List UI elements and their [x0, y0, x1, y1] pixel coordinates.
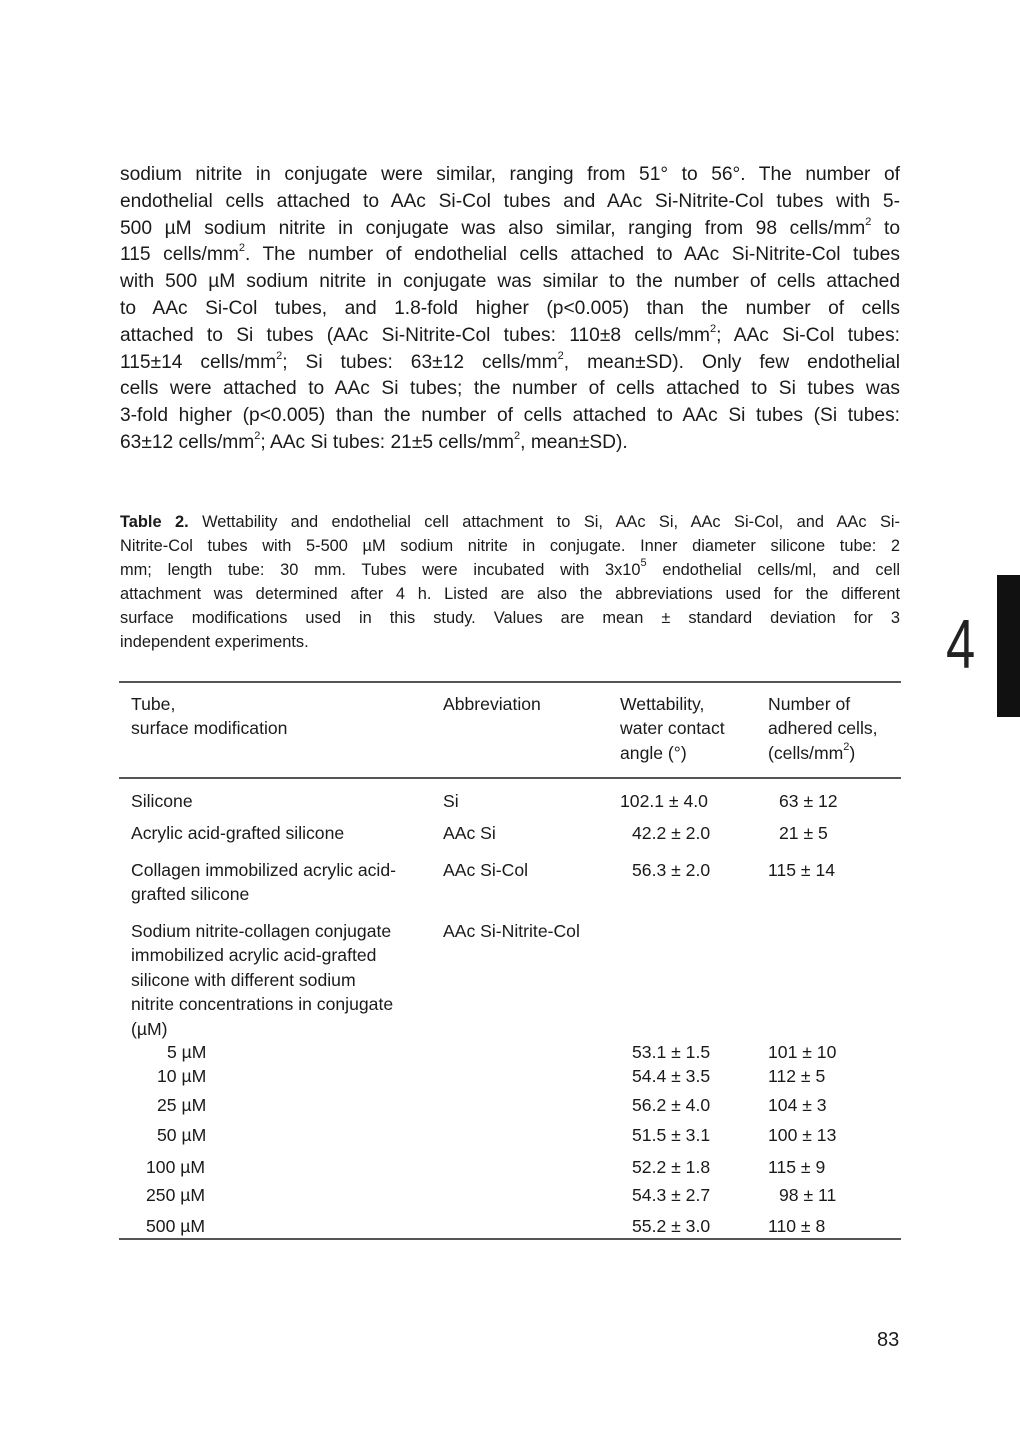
cell-tube	[131, 789, 193, 813]
text-run: surface modifications used in this study. Values are mean ± standard deviation for 3	[120, 609, 900, 628]
text-run: 500 µM sodium nitrite in conjugate was also similar, ranging from 98 cells/mm	[120, 217, 866, 239]
cell-tube-line: 100 µM	[146, 1157, 206, 1177]
cell-tube	[146, 1155, 205, 1179]
cell-tube	[167, 1040, 206, 1064]
cell-tube-line: 500 µM	[146, 1216, 206, 1236]
cell-tube-line: 5 µM	[167, 1042, 207, 1062]
text-run: 63±12 cells/mm	[120, 431, 255, 453]
cell-wettability-line: 54.4 ± 3.5	[632, 1066, 711, 1086]
cell-tube-line: silicone with different sodium	[131, 969, 356, 990]
cell-tube-line: 50 µM	[157, 1125, 207, 1145]
cell-abbreviation	[443, 821, 496, 845]
cell-tube-line: nitrite concentrations in conjugate	[131, 994, 394, 1015]
cell-wettability-line: 56.3 ± 2.0	[632, 860, 711, 880]
text-line	[120, 534, 900, 558]
cell-wettability-line: 56.2 ± 4.0	[632, 1095, 711, 1115]
superscript: 2	[843, 740, 850, 753]
cell-tube	[157, 1123, 206, 1147]
header-wettability-line: water contact	[620, 718, 725, 739]
text-line	[120, 582, 900, 606]
superscript: 2	[710, 322, 717, 335]
text-run: endothelial cells/ml, and cell	[646, 561, 900, 580]
cell-wettability-line: 52.2 ± 1.8	[632, 1157, 711, 1177]
cell-wettability-line: 102.1 ± 4.0	[620, 791, 708, 811]
header-cells-line: adhered cells,	[768, 718, 878, 739]
page-number: 83	[877, 1329, 900, 1351]
cell-abbreviation-line: Si	[443, 791, 459, 811]
text-run: , mean±SD).	[520, 431, 628, 453]
cell-wettability	[632, 1064, 710, 1088]
chapter-number: 4	[946, 605, 976, 683]
cell-adhered-cells-line: 100 ± 13	[768, 1125, 837, 1145]
superscript: 2	[276, 349, 283, 362]
text-line	[120, 323, 900, 350]
superscript: 2	[238, 242, 245, 255]
cell-adhered-cells-line: 115 ± 9	[768, 1157, 826, 1177]
cell-adhered-cells-line: 110 ± 8	[768, 1216, 826, 1236]
text-line	[120, 216, 900, 243]
cell-tube-line: Collagen immobilized acrylic acid-	[131, 860, 396, 880]
text-run: . The number of endothelial cells attached to AAc Si-Nitrite-Col tubes	[244, 244, 900, 266]
cell-tube-line: Sodium nitrite-collagen conjugate	[131, 921, 392, 941]
cell-wettability-line: 42.2 ± 2.0	[632, 823, 711, 843]
cell-wettability	[632, 858, 710, 882]
cell-adhered-cells	[768, 1093, 827, 1117]
superscript: 2	[557, 349, 564, 362]
text-run: endothelial cells attached to AAc Si-Col tubes and AAc Si-Nitrite-Col tubes with 5-	[120, 190, 900, 212]
cell-adhered-cells-line: 101 ± 10	[768, 1042, 837, 1062]
text-run: 115±14 cells/mm	[120, 351, 277, 373]
superscript: 5	[640, 557, 647, 570]
table-top-rule	[119, 681, 901, 683]
cell-adhered-cells	[768, 1155, 825, 1179]
chapter-tab-marker	[997, 575, 1020, 717]
cell-wettability	[632, 1093, 710, 1117]
cell-tube-line: (µM)	[131, 1018, 168, 1039]
text-run: independent experiments.	[120, 633, 309, 652]
text-run: Nitrite-Col tubes with 5-500 µM sodium nitrite in conjugate. Inner diameter silicone tube: 2	[120, 537, 900, 556]
superscript: 2	[254, 429, 261, 442]
cell-wettability-line: 51.5 ± 3.1	[632, 1125, 711, 1145]
cell-wettability	[620, 789, 708, 813]
text-line	[120, 430, 900, 457]
text-run: Wettability and endothelial cell attachment to Si, AAc Si, AAc Si-Col, and AAc Si-	[188, 513, 900, 531]
cell-abbreviation-line: AAc Si	[443, 823, 496, 843]
cell-adhered-cells	[779, 821, 828, 845]
cell-adhered-cells	[768, 1064, 825, 1088]
header-tube	[131, 692, 287, 741]
cell-abbreviation-line: AAc Si-Nitrite-Col	[443, 921, 580, 941]
text-line	[120, 510, 900, 534]
cell-wettability	[632, 1214, 710, 1238]
cell-wettability	[632, 821, 710, 845]
cell-adhered-cells-line: 21 ± 5	[779, 823, 828, 843]
cell-adhered-cells	[779, 789, 838, 813]
cell-tube-line: 250 µM	[146, 1185, 206, 1205]
cell-tube-line: Acrylic acid-grafted silicone	[131, 823, 345, 843]
text-line	[120, 403, 900, 430]
cell-tube-line: grafted silicone	[131, 884, 250, 905]
cell-wettability	[632, 1155, 710, 1179]
text-line	[120, 558, 900, 582]
cell-adhered-cells	[768, 1040, 836, 1064]
cell-abbreviation	[443, 789, 459, 813]
text-line	[120, 162, 900, 189]
cell-adhered-cells	[768, 1214, 825, 1238]
text-run: mm; length tube: 30 mm. Tubes were incubated with 3x10	[120, 561, 641, 580]
text-run: sodium nitrite in conjugate were similar, ranging from 51° to 56°. The number of	[120, 164, 900, 185]
table-header-rule	[119, 777, 901, 779]
cell-tube-line: Silicone	[131, 791, 193, 811]
text-line	[120, 376, 900, 403]
cell-tube	[157, 1093, 206, 1117]
text-run: attachment was determined after 4 h. Listed are also the abbreviations used for the different	[120, 585, 900, 604]
caption-label: Table 2.	[120, 513, 189, 531]
text-line	[120, 269, 900, 296]
header-cells-close: )	[849, 742, 856, 763]
header-cells-line	[768, 741, 878, 765]
text-run: with 500 µM sodium nitrite in conjugate was similar to the number of cells attached	[120, 271, 900, 293]
header-tube-line: Tube,	[131, 694, 176, 714]
text-line	[120, 242, 900, 269]
cell-wettability-line: 55.2 ± 3.0	[632, 1216, 711, 1236]
cell-adhered-cells-line: 115 ± 14	[768, 860, 836, 880]
cell-adhered-cells-line: 98 ± 11	[779, 1185, 837, 1205]
text-run: , mean±SD). Only few endothelial	[563, 351, 900, 373]
header-cells-unit: (cells/mm	[768, 742, 844, 763]
cell-abbreviation	[443, 858, 528, 882]
cell-abbreviation	[443, 919, 580, 943]
text-run: to AAc Si-Col tubes, and 1.8-fold higher (p<0.005) than the number of cells	[120, 297, 900, 319]
cell-tube-line: immobilized acrylic acid-grafted	[131, 945, 377, 966]
text-run: to	[871, 217, 900, 239]
text-run: ; Si tubes: 63±12 cells/mm	[282, 351, 558, 373]
text-run: cells were attached to AAc Si tubes; the number of cells attached to Si tubes was	[120, 378, 900, 400]
text-run: ; AAc Si tubes: 21±5 cells/mm	[260, 431, 515, 453]
cell-adhered-cells	[768, 1123, 836, 1147]
header-cells-line: Number of	[768, 694, 851, 714]
text-line	[120, 630, 900, 654]
table-caption	[120, 510, 900, 655]
superscript: 2	[865, 215, 872, 228]
header-wettability-line: Wettability,	[620, 694, 705, 714]
text-run: attached to Si tubes (AAc Si-Nitrite-Col tubes: 110±8 cells/mm	[120, 324, 711, 346]
cell-wettability	[632, 1040, 710, 1064]
text-run: 3-fold higher (p<0.005) than the number of cells attached to AAc Si tubes (Si tubes:	[120, 405, 900, 427]
cell-adhered-cells	[768, 858, 835, 882]
text-run: 115 cells/mm	[120, 244, 239, 266]
cell-adhered-cells-line: 63 ± 12	[779, 791, 838, 811]
cell-wettability	[632, 1183, 710, 1207]
cell-tube-line: 10 µM	[157, 1066, 207, 1086]
cell-wettability	[632, 1123, 710, 1147]
body-paragraph	[120, 162, 900, 457]
text-line	[120, 350, 900, 377]
text-run: ; AAc Si-Col tubes:	[716, 324, 900, 346]
cell-adhered-cells-line: 104 ± 3	[768, 1095, 827, 1115]
cell-tube-line: 25 µM	[157, 1095, 207, 1115]
header-abbreviation: Abbreviation	[443, 694, 541, 714]
text-line	[120, 189, 900, 216]
cell-tube	[146, 1183, 205, 1207]
header-cells	[768, 692, 878, 765]
header-wettability	[620, 692, 725, 765]
header-tube-line: surface modification	[131, 718, 288, 739]
cell-tube	[146, 1214, 205, 1238]
superscript: 2	[514, 429, 521, 442]
text-line	[120, 296, 900, 323]
text-line	[120, 606, 900, 630]
cell-adhered-cells	[779, 1183, 836, 1207]
cell-abbreviation-line: AAc Si-Col	[443, 860, 529, 880]
cell-tube	[131, 919, 393, 1041]
header-wettability-line: angle (°)	[620, 742, 687, 763]
cell-tube	[131, 821, 344, 845]
cell-tube	[131, 858, 396, 907]
cell-tube	[157, 1064, 206, 1088]
cell-wettability-line: 54.3 ± 2.7	[632, 1185, 711, 1205]
cell-adhered-cells-line: 112 ± 5	[768, 1066, 826, 1086]
cell-wettability-line: 53.1 ± 1.5	[632, 1042, 711, 1062]
